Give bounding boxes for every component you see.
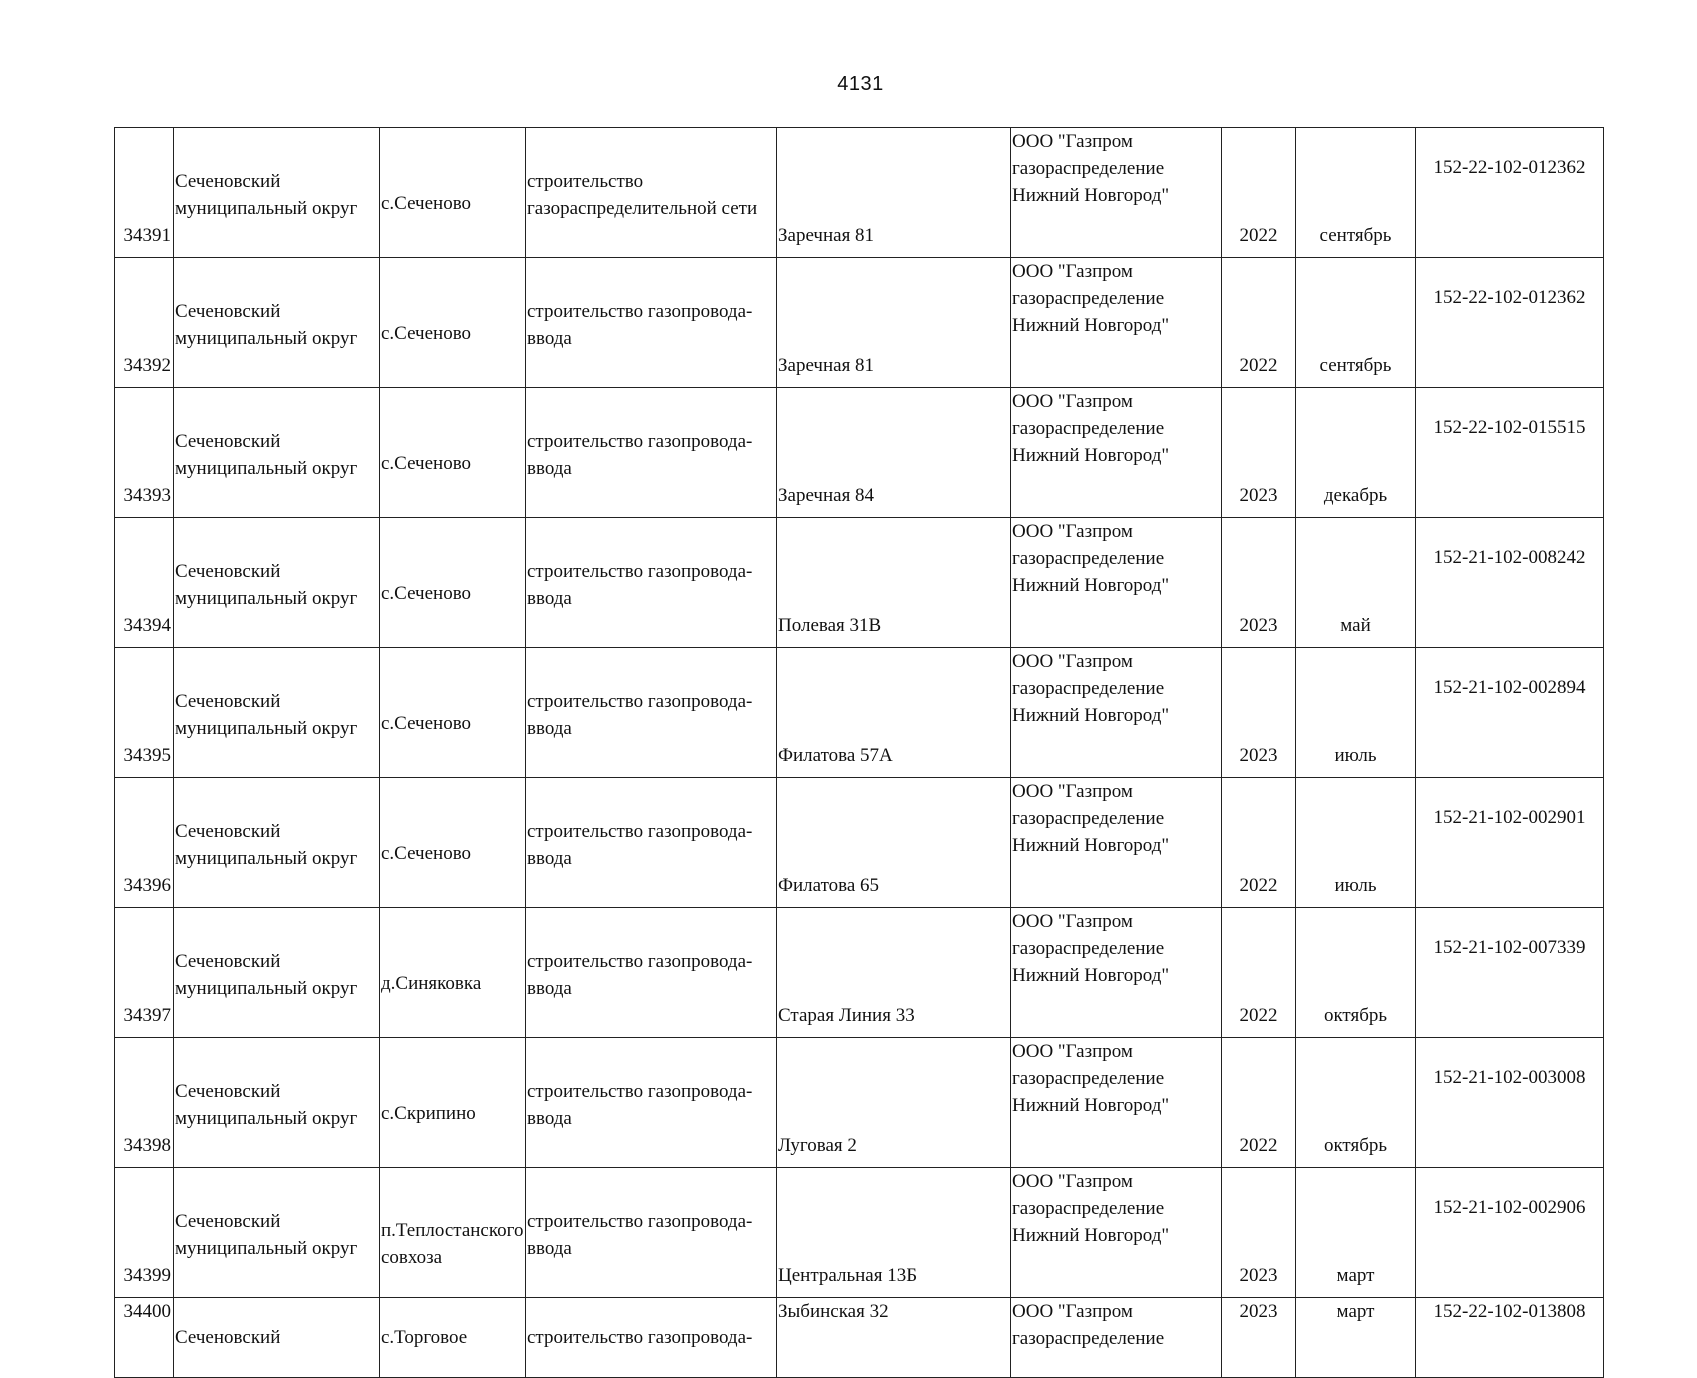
- year-cell: 2022: [1222, 128, 1296, 258]
- table-row: [115, 518, 1604, 648]
- organization-cell: ООО "Газпром газораспределение Нижний Новгород": [1011, 908, 1222, 1038]
- organization-cell: ООО "Газпром газораспределение Нижний Новгород": [1011, 258, 1222, 388]
- table-row: [115, 388, 1604, 518]
- row-number: 34391: [115, 128, 174, 258]
- year-cell: 2022: [1222, 908, 1296, 1038]
- address-cell: Старая Линия 33: [777, 908, 1011, 1038]
- address-cell: Зыбинская 32: [777, 1298, 1011, 1378]
- settlement-cell: с.Сеченово: [380, 778, 526, 908]
- month-cell: сентябрь: [1296, 128, 1416, 258]
- code-cell: 152-21-102-002906: [1416, 1168, 1604, 1298]
- table-row: [115, 128, 1604, 258]
- page-number: 4131: [837, 73, 884, 95]
- code-cell: 152-21-102-002894: [1416, 648, 1604, 778]
- address-cell: Заречная 81: [777, 258, 1011, 388]
- district-cell: Сеченовский муниципальный округ: [174, 518, 380, 648]
- address-cell: Заречная 84: [777, 388, 1011, 518]
- address-cell: Центральная 13Б: [777, 1168, 1011, 1298]
- settlement-cell: с.Сеченово: [380, 388, 526, 518]
- settlement-cell: с.Сеченово: [380, 258, 526, 388]
- code-cell: 152-22-102-012362: [1416, 258, 1604, 388]
- code-cell: 152-22-102-012362: [1416, 128, 1604, 258]
- organization-cell: ООО "Газпром газораспределение: [1011, 1298, 1222, 1378]
- district-cell: Сеченовский муниципальный округ: [174, 908, 380, 1038]
- month-cell: сентябрь: [1296, 258, 1416, 388]
- district-cell: Сеченовский муниципальный округ: [174, 778, 380, 908]
- district-cell: Сеченовский муниципальный округ: [174, 258, 380, 388]
- district-cell: Сеченовский муниципальный округ: [174, 128, 380, 258]
- organization-cell: ООО "Газпром газораспределение Нижний Новгород": [1011, 518, 1222, 648]
- code-cell: 152-21-102-002901: [1416, 778, 1604, 908]
- work-type-cell: строительство газопровода- ввода: [526, 908, 777, 1038]
- organization-cell: ООО "Газпром газораспределение Нижний Новгород": [1011, 388, 1222, 518]
- work-type-cell: строительство газопровода- ввода: [526, 1168, 777, 1298]
- year-cell: 2023: [1222, 1298, 1296, 1378]
- month-cell: октябрь: [1296, 908, 1416, 1038]
- table-row: [115, 648, 1604, 778]
- district-cell: Сеченовский муниципальный округ: [174, 1168, 380, 1298]
- district-cell: Сеченовский: [174, 1298, 380, 1378]
- address-cell: Филатова 65: [777, 778, 1011, 908]
- row-number: 34394: [115, 518, 174, 648]
- year-cell: 2023: [1222, 648, 1296, 778]
- table-row: [115, 1038, 1604, 1168]
- year-cell: 2022: [1222, 778, 1296, 908]
- organization-cell: ООО "Газпром газораспределение Нижний Новгород": [1011, 778, 1222, 908]
- row-number: 34398: [115, 1038, 174, 1168]
- table-row: [115, 1168, 1604, 1298]
- work-type-cell: строительство газопровода- ввода: [526, 388, 777, 518]
- work-type-cell: строительство газопровода- ввода: [526, 648, 777, 778]
- row-number: 34393: [115, 388, 174, 518]
- address-cell: Филатова 57А: [777, 648, 1011, 778]
- row-number: 34396: [115, 778, 174, 908]
- work-type-cell: строительство газораспределительной сети: [526, 128, 777, 258]
- organization-cell: ООО "Газпром газораспределение Нижний Новгород": [1011, 648, 1222, 778]
- work-type-cell: строительство газопровода-: [526, 1298, 777, 1378]
- address-cell: Полевая 31В: [777, 518, 1011, 648]
- month-cell: март: [1296, 1168, 1416, 1298]
- year-cell: 2022: [1222, 258, 1296, 388]
- settlement-cell: с.Сеченово: [380, 128, 526, 258]
- table-row: [115, 778, 1604, 908]
- table-row: [115, 1298, 1604, 1378]
- settlement-cell: с.Сеченово: [380, 518, 526, 648]
- code-cell: 152-21-102-003008: [1416, 1038, 1604, 1168]
- organization-cell: ООО "Газпром газораспределение Нижний Новгород": [1011, 128, 1222, 258]
- row-number: 34400: [115, 1298, 174, 1378]
- work-type-cell: строительство газопровода- ввода: [526, 778, 777, 908]
- code-cell: 152-22-102-013808: [1416, 1298, 1604, 1378]
- year-cell: 2023: [1222, 1168, 1296, 1298]
- table-row: [115, 258, 1604, 388]
- row-number: 34395: [115, 648, 174, 778]
- code-cell: 152-22-102-015515: [1416, 388, 1604, 518]
- month-cell: декабрь: [1296, 388, 1416, 518]
- district-cell: Сеченовский муниципальный округ: [174, 388, 380, 518]
- code-cell: 152-21-102-008242: [1416, 518, 1604, 648]
- district-cell: Сеченовский муниципальный округ: [174, 1038, 380, 1168]
- registry-table: [114, 127, 1604, 1378]
- organization-cell: ООО "Газпром газораспределение Нижний Новгород": [1011, 1038, 1222, 1168]
- work-type-cell: строительство газопровода- ввода: [526, 1038, 777, 1168]
- month-cell: октябрь: [1296, 1038, 1416, 1168]
- month-cell: июль: [1296, 648, 1416, 778]
- settlement-cell: с.Сеченово: [380, 648, 526, 778]
- settlement-cell: с.Торговое: [380, 1298, 526, 1378]
- settlement-cell: с.Скрипино: [380, 1038, 526, 1168]
- address-cell: Заречная 81: [777, 128, 1011, 258]
- organization-cell: ООО "Газпром газораспределение Нижний Новгород": [1011, 1168, 1222, 1298]
- address-cell: Луговая 2: [777, 1038, 1011, 1168]
- year-cell: 2022: [1222, 1038, 1296, 1168]
- work-type-cell: строительство газопровода- ввода: [526, 258, 777, 388]
- settlement-cell: п.Теплостанского совхоза: [380, 1168, 526, 1298]
- code-cell: 152-21-102-007339: [1416, 908, 1604, 1038]
- row-number: 34397: [115, 908, 174, 1038]
- month-cell: июль: [1296, 778, 1416, 908]
- settlement-cell: д.Синяковка: [380, 908, 526, 1038]
- year-cell: 2023: [1222, 518, 1296, 648]
- row-number: 34399: [115, 1168, 174, 1298]
- month-cell: май: [1296, 518, 1416, 648]
- work-type-cell: строительство газопровода- ввода: [526, 518, 777, 648]
- table-row: [115, 908, 1604, 1038]
- row-number: 34392: [115, 258, 174, 388]
- district-cell: Сеченовский муниципальный округ: [174, 648, 380, 778]
- year-cell: 2023: [1222, 388, 1296, 518]
- month-cell: март: [1296, 1298, 1416, 1378]
